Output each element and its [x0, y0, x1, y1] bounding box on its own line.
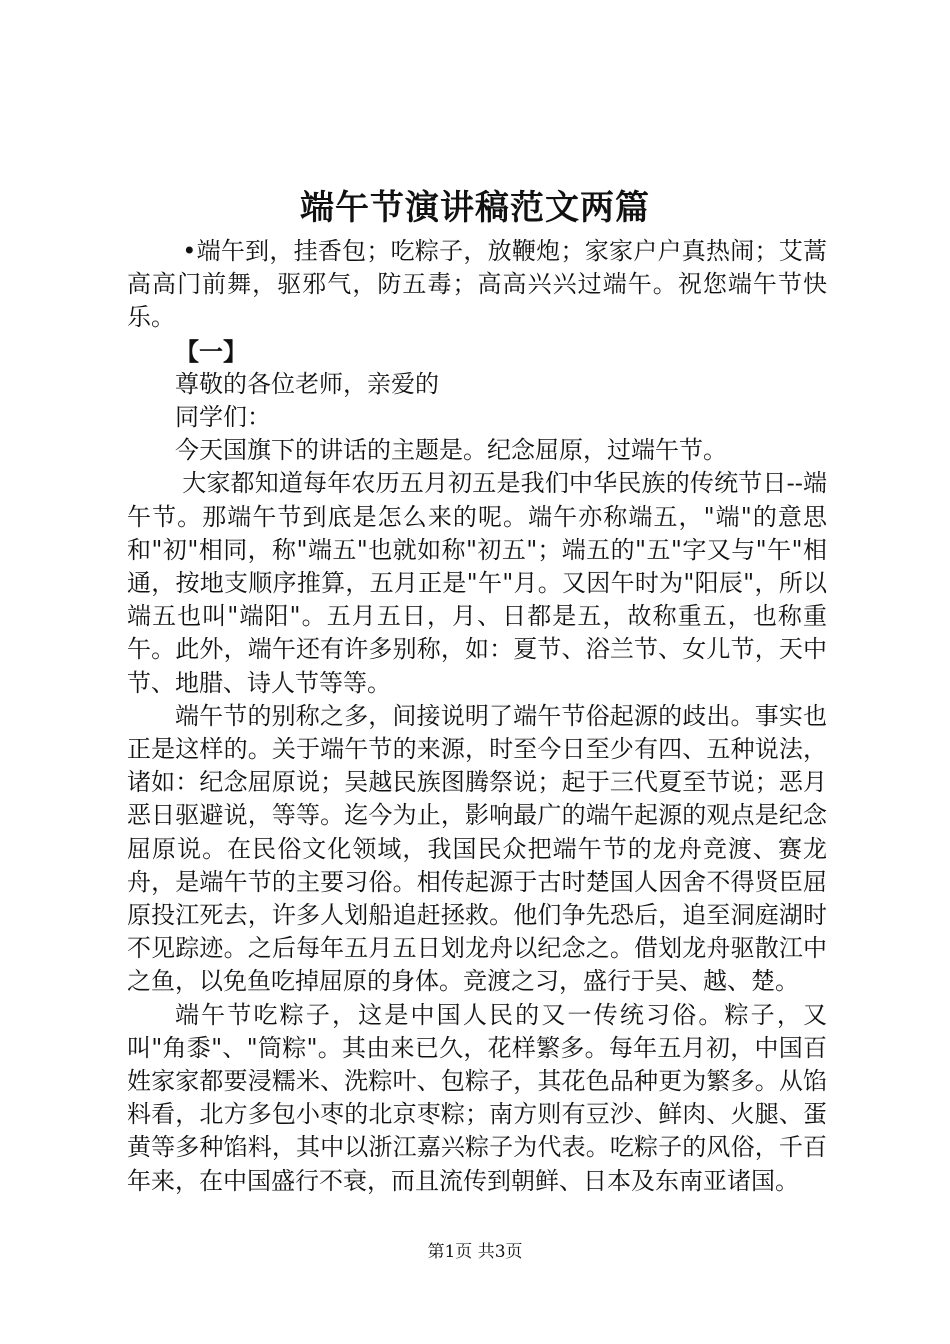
document-title: 端午节演讲稿范文两篇 [300, 188, 650, 228]
section-heading: 【一】 [175, 336, 247, 366]
salutation-line: 同学们： [175, 403, 271, 432]
body-paragraph: 端午节的别称之多，间接说明了端午节俗起源的歧出。事实也正是这样的。关于端午节的来源，时至今日至少有四、五种说法，诸如：纪念屈原说；吴越民族图腾祭说；起于三代夏至节说；恶月恶日驱避说，等等。迄今为止，影响最广的端午起源的观点是纪念屈原说。在民俗文化领域，我国民众把端午节的龙舟竞渡、赛龙舟，是端午节的主要习俗。相传起源于古时楚国人因舍不得贤臣屈原投江死去，许多人划船追赶拯救。他们争先恐后，追至洞庭湖时不见踪迹。之后每年五月五日划龙舟以纪念之。借划龙舟驱散江中之鱼，以免鱼吃掉屈原的身体。竞渡之习，盛行于吴、越、楚。 [127, 701, 827, 996]
page-footer: 第1页 共3页 [427, 1242, 523, 1262]
greeting-paragraph: •端午到，挂香包；吃粽子，放鞭炮；家家户户真热闹；艾蒿高高门前舞，驱邪气，防五毒；高高兴兴过端午。祝您端午节快乐。 [127, 237, 827, 332]
salutation-line: 尊敬的各位老师，亲爱的 [175, 369, 439, 398]
body-paragraph: 大家都知道每年农历五月初五是我们中华民族的传统节日--端午节。那端午节到底是怎么来的呢。端午亦称端五，"端"的意思和"初"相同，称"端五"也就如称"初五"；端五的"五"字又与"午"相通，按地支顺序推算，五月正是"午"月。又因午时为"阳辰"，所以端五也叫"端阳"。五月五日，月、日都是五，故称重五，也称重午。此外，端午还有许多别称，如：夏节、浴兰节、女儿节，天中节、地腊、诗人节等等。 [127, 469, 827, 697]
body-paragraph: 端午节吃粽子，这是中国人民的又一传统习俗。粽子，又叫"角黍"、"筒粽"。其由来已久，花样繁多。每年五月初，中国百姓家家都要浸糯米、洗粽叶、包粽子，其花色品种更为繁多。从馅料看，北方多包小枣的北京枣粽；南方则有豆沙、鲜肉、火腿、蛋黄等多种馅料，其中以浙江嘉兴粽子为代表。吃粽子的风俗，千百年来，在中国盛行不衰，而且流传到朝鲜、日本及东南亚诸国。 [127, 1000, 827, 1195]
document-body [127, 235, 827, 1198]
topic-paragraph: 今天国旗下的讲话的主题是。纪念屈原，过端午节。 [175, 436, 727, 465]
